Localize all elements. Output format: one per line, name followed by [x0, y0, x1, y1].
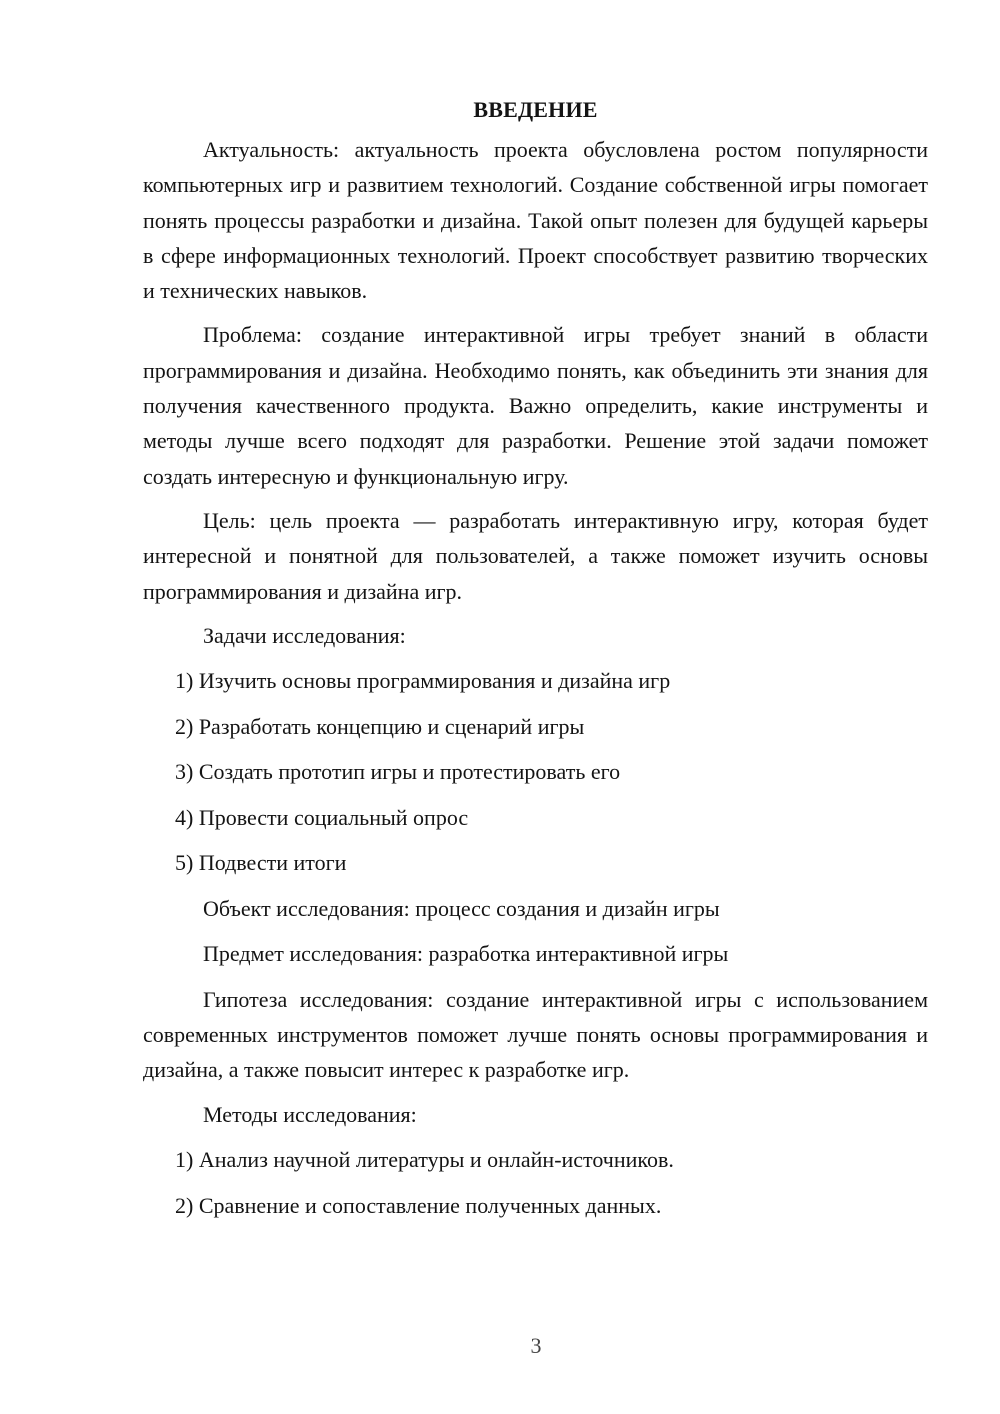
hypothesis-paragraph: Гипотеза исследования: создание интерактивной игры с использованием современных инструментов поможет лучше понять основы программирования и дизайна, а также повысит интерес к разработке игр. — [143, 986, 928, 1083]
task-item: 5) Подвести итоги — [175, 850, 347, 876]
research-object: Объект исследования: процесс создания и дизайн игры — [203, 895, 720, 921]
task-item: 1) Изучить основы программирования и дизайна игр — [175, 668, 671, 694]
methods-heading: Методы исследования: — [203, 1101, 417, 1127]
method-item: 2) Сравнение и сопоставление полученных данных. — [175, 1192, 662, 1218]
task-item: 4) Провести социальный опрос — [175, 804, 469, 830]
page-number: 3 — [530, 1333, 542, 1358]
goal-paragraph: Цель: цель проекта — разработать интерактивную игру, которая будет интересной и понятной для пользователей, а также поможет изучить основы программирования и дизайна игр. — [143, 507, 928, 604]
document-page — [143, 92, 928, 1233]
research-subject: Предмет исследования: разработка интерактивной игры — [203, 941, 729, 967]
tasks-heading: Задачи исследования: — [203, 622, 406, 648]
problem-paragraph: Проблема: создание интерактивной игры требует знаний в области программирования и дизайна. Необходимо понять, как объединить эти знания для получения качественного продукта. Важно определить, какие инструменты и методы лучше всего подходят для разработки. Решение этой задачи поможет создать интересную и функциональную игру. — [143, 322, 928, 489]
method-item: 1) Анализ научной литературы и онлайн-источников. — [175, 1147, 674, 1173]
task-item: 3) Создать прототип игры и протестировать его — [175, 759, 621, 785]
task-item: 2) Разработать концепцию и сценарий игры — [175, 713, 585, 739]
page-title: ВВЕДЕНИЕ — [473, 97, 598, 122]
relevance-paragraph: Актуальность: актуальность проекта обусловлена ростом популярности компьютерных игр и развитием технологий. Создание собственной игры помогает понять процессы разработки и дизайна. Такой опыт полезен для будущей карьеры в сфере информационных технологий. Проект способствует развитию творческих и технических навыков. — [143, 137, 928, 304]
